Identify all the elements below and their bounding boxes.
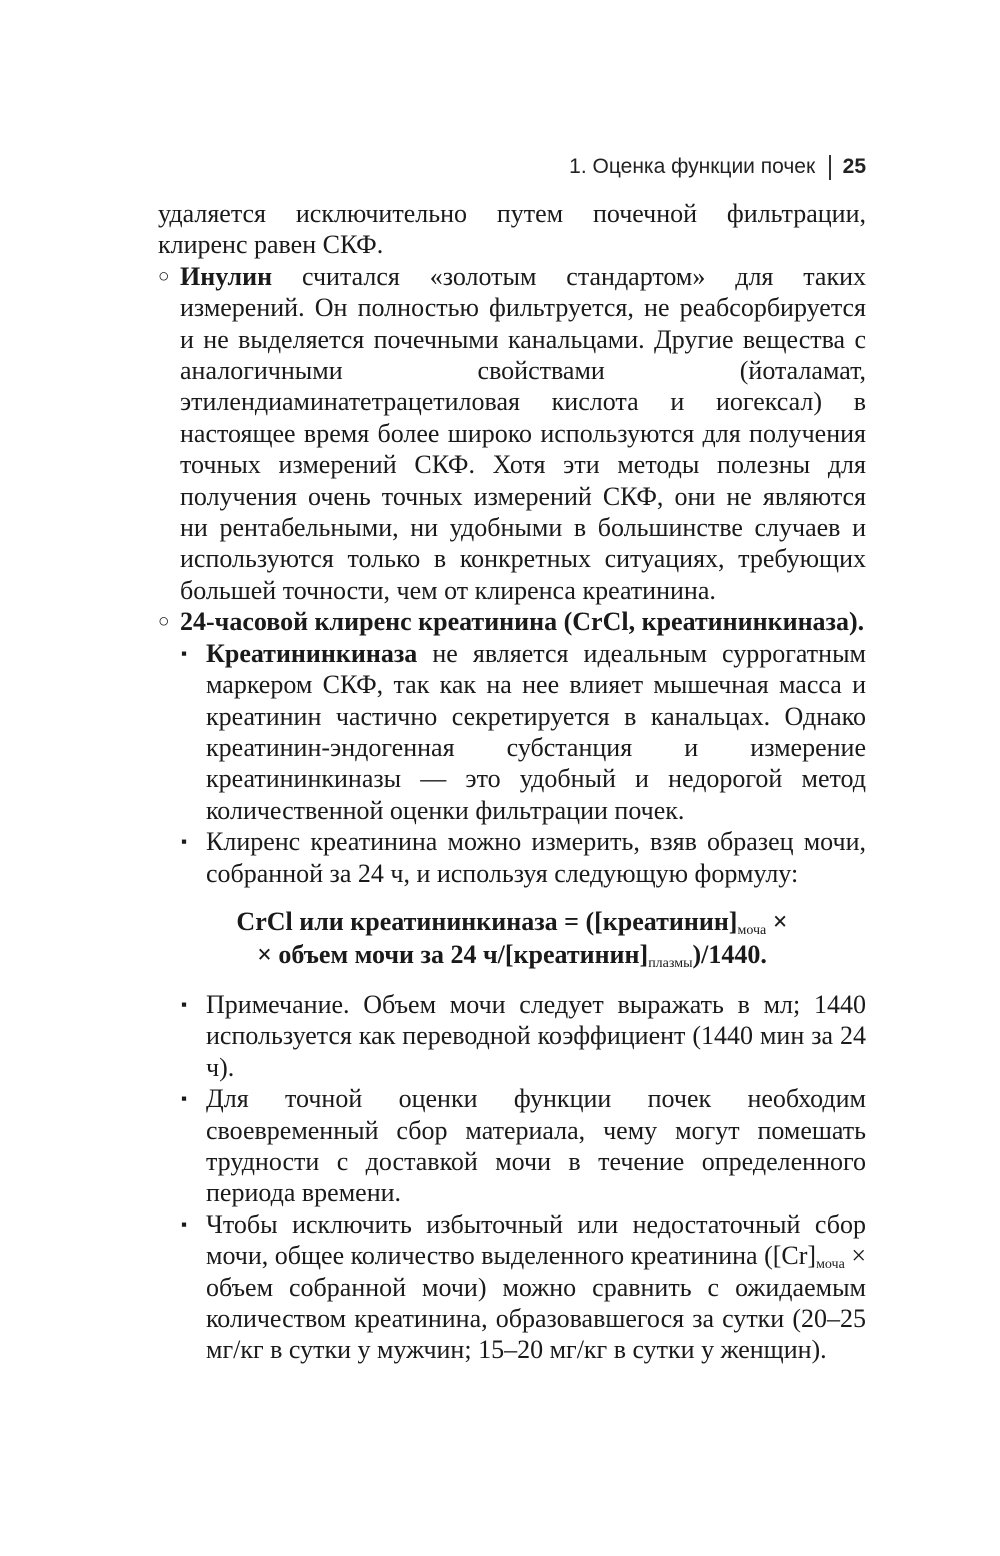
page-number: 25 — [842, 155, 866, 178]
inulin-text: считался «золотым стандартом» для таких измерений. Он полностью фильтруется, не реабсорбируется и не выделяется почечными канальцами. Другие вещества с аналогичными свойствами (йоталамат, этилендиаминатетрацетиловая кислота и иогексал) в настоящее время более широко используются для получения точных измерений СКФ. Хотя эти методы полезны для получения очень точных измерений СКФ, они не являются ни рентабельными, ни удобными в большинстве случаев и используются только в конкретных ситуациях, требующих большей точности, чем от клиренса креатинина. — [180, 261, 866, 605]
item5-text-a: Чтобы исключить избыточный или недостаточный сбор мочи, общее количество выделенного креатинина ([Cr] — [206, 1209, 866, 1271]
sub-item-excess-collection — [181, 1209, 867, 1366]
formula-line-2 — [158, 938, 866, 971]
item4-text: Для точной оценки функции почек необходим своевременный сбор материала, чему могут помешать трудности с доставкой мочи в течение определенного периода времени. — [206, 1084, 866, 1208]
sub-item-clearance-measure — [181, 826, 866, 889]
sub-item-creatinine-kinase — [181, 638, 866, 826]
formula-sub-plasma: плазмы — [648, 955, 693, 971]
item5-text-b: × объем собранной мочи) можно сравнить с ожидаемым количеством креатинина, образовавшегося за сутки (20–25 мг/кг в сутки у мужчин; 15–20 мг/кг в сутки у женщин). — [206, 1241, 867, 1365]
page-body — [158, 198, 866, 1366]
formula-sub-urine: моча — [737, 922, 767, 938]
list-item-crcl — [158, 606, 866, 637]
circle-bullet-icon: ○ — [158, 265, 170, 287]
square-bullet-icon: ▪ — [181, 1089, 188, 1109]
sub-item-timely-collection — [181, 1083, 866, 1209]
running-header — [569, 152, 866, 182]
term-creatinine-kinase: Креатининкиназа — [206, 638, 418, 668]
intro-paragraph: удаляется исключительно путем почечной фильтрации, клиренс равен СКФ. — [158, 199, 866, 260]
crcl-heading: 24-часовой клиренс креатинина (CrCl, креатининкиназа). — [180, 607, 865, 637]
item1-text: не является идеальным суррогатным маркером СКФ, так как на нее влияет мышечная масса и креатинин частично секретируется в канальцах. Однако креатинин-эндогенная субстанция и измерение креатининкиназы — это удобный и недорогой метод количественной оценки фильтрации почек. — [206, 638, 866, 825]
item3-text: Примечание. Объем мочи следует выражать в мл; 1440 используется как переводной коэффициент (1440 мин за 24 ч). — [206, 989, 866, 1082]
item5-sub-urine: моча — [816, 1257, 845, 1273]
square-bullet-icon: ▪ — [181, 643, 188, 663]
formula-line-1 — [158, 905, 866, 938]
item2-text: Клиренс креатинина можно измерить, взяв образец мочи, собранной за 24 ч, и используя следующую формулу: — [206, 827, 866, 888]
square-bullet-icon: ▪ — [181, 994, 188, 1014]
square-bullet-icon: ▪ — [181, 1214, 188, 1234]
chapter-title: 1. Оценка функции почек — [569, 155, 816, 178]
formula-l2-b: )/1440. — [692, 939, 767, 969]
circle-bullet-icon: ○ — [158, 611, 170, 633]
sub-item-note — [181, 989, 866, 1083]
formula — [158, 905, 866, 971]
square-bullet-icon: ▪ — [181, 832, 188, 852]
formula-l2-a: × объем мочи за 24 ч/[креатинин] — [257, 939, 649, 969]
term-inulin: Инулин — [180, 261, 273, 291]
formula-l1-a: CrCl или креатининкиназа = ([креатинин] — [236, 906, 738, 936]
list-item-inulin — [158, 261, 866, 606]
header-divider — [829, 155, 831, 180]
formula-l1-b: × — [766, 906, 788, 936]
